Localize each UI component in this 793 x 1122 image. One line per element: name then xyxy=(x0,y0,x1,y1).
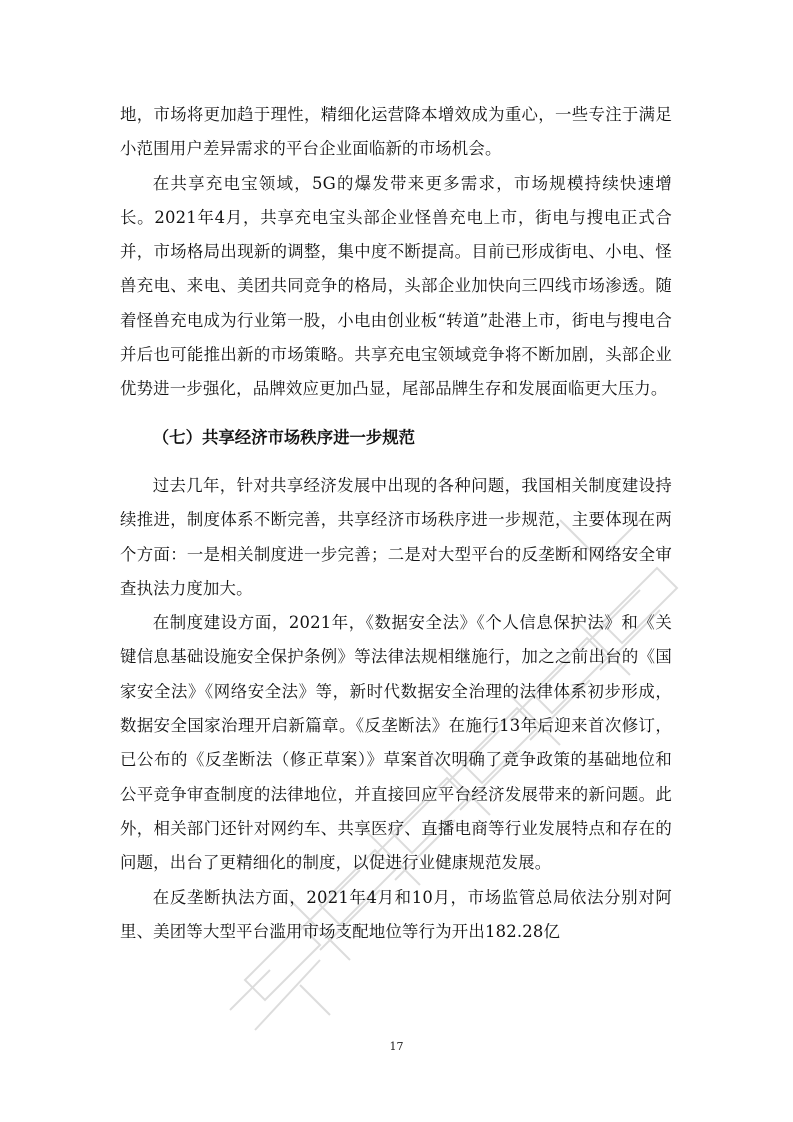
section-heading: （七）共享经济市场秩序进一步规范 xyxy=(152,427,416,447)
paragraph-institution-building: 在制度建设方面，2021年，《数据安全法》《个人信息保护法》和《关键信息基础设施安全保护条例》等法律法规相继施行，加之之前出台的《国家安全法》《网络安全法》等，新时代数据安全治理的法律体系初步形成，数据安全国家治理开启新篇章。《反垄断法》在施行13年后迎来首次修订，已公布的《反垄断法（修正草案）》草案首次明确了竞争政策的基础地位和公平竞争审查制度的法律地位，并直接回应平台经济发展带来的新问题。此外，相关部门还针对网约车、共享医疗、直播电商等行业发展特点和存在的问题，出台了更精细化的制度，以促进行业健康规范发展。 xyxy=(120,613,672,873)
paragraph-regulation-overview: 过去几年，针对共享经济发展中出现的各种问题，我国相关制度建设持续推进，制度体系不断完善，共享经济市场秩序进一步规范，主要体现在两个方面：一是相关制度进一步完善；二是对大型平台的反垄断和网络安全审查执法力度加大。 xyxy=(120,475,672,598)
body-text xyxy=(120,98,672,949)
paragraph-antitrust: 在反垄断执法方面，2021年4月和10月，市场监管总局依法分别对阿里、美团等大型平台滥用市场支配地位等行为开出182.28亿 xyxy=(120,887,672,941)
paragraph-continuation: 地，市场将更加趋于理性，精细化运营降本增效成为重心，一些专注于满足小范围用户差异需求的平台企业面临新的市场机会。 xyxy=(120,105,672,159)
page-number: 17 xyxy=(389,1040,404,1053)
paragraph-power-bank: 在共享充电宝领域，5G的爆发带来更多需求，市场规模持续快速增长。2021年4月，共享充电宝头部企业怪兽充电上市，街电与搜电正式合并，市场格局出现新的调整，集中度不断提高。目前已形成街电、小电、怪兽充电、来电、美团共同竞争的格局，头部企业加快向三四线市场渗透。随着怪兽充电成为行业第一股，小电由创业板“转道”赴港上市，街电与搜电合并后也可能推出新的市场策略。共享充电宝领域竞争将不断加剧，头部企业优势进一步强化，品牌效应更加凸显，尾部品牌生存和发展面临更大压力。 xyxy=(120,173,672,399)
